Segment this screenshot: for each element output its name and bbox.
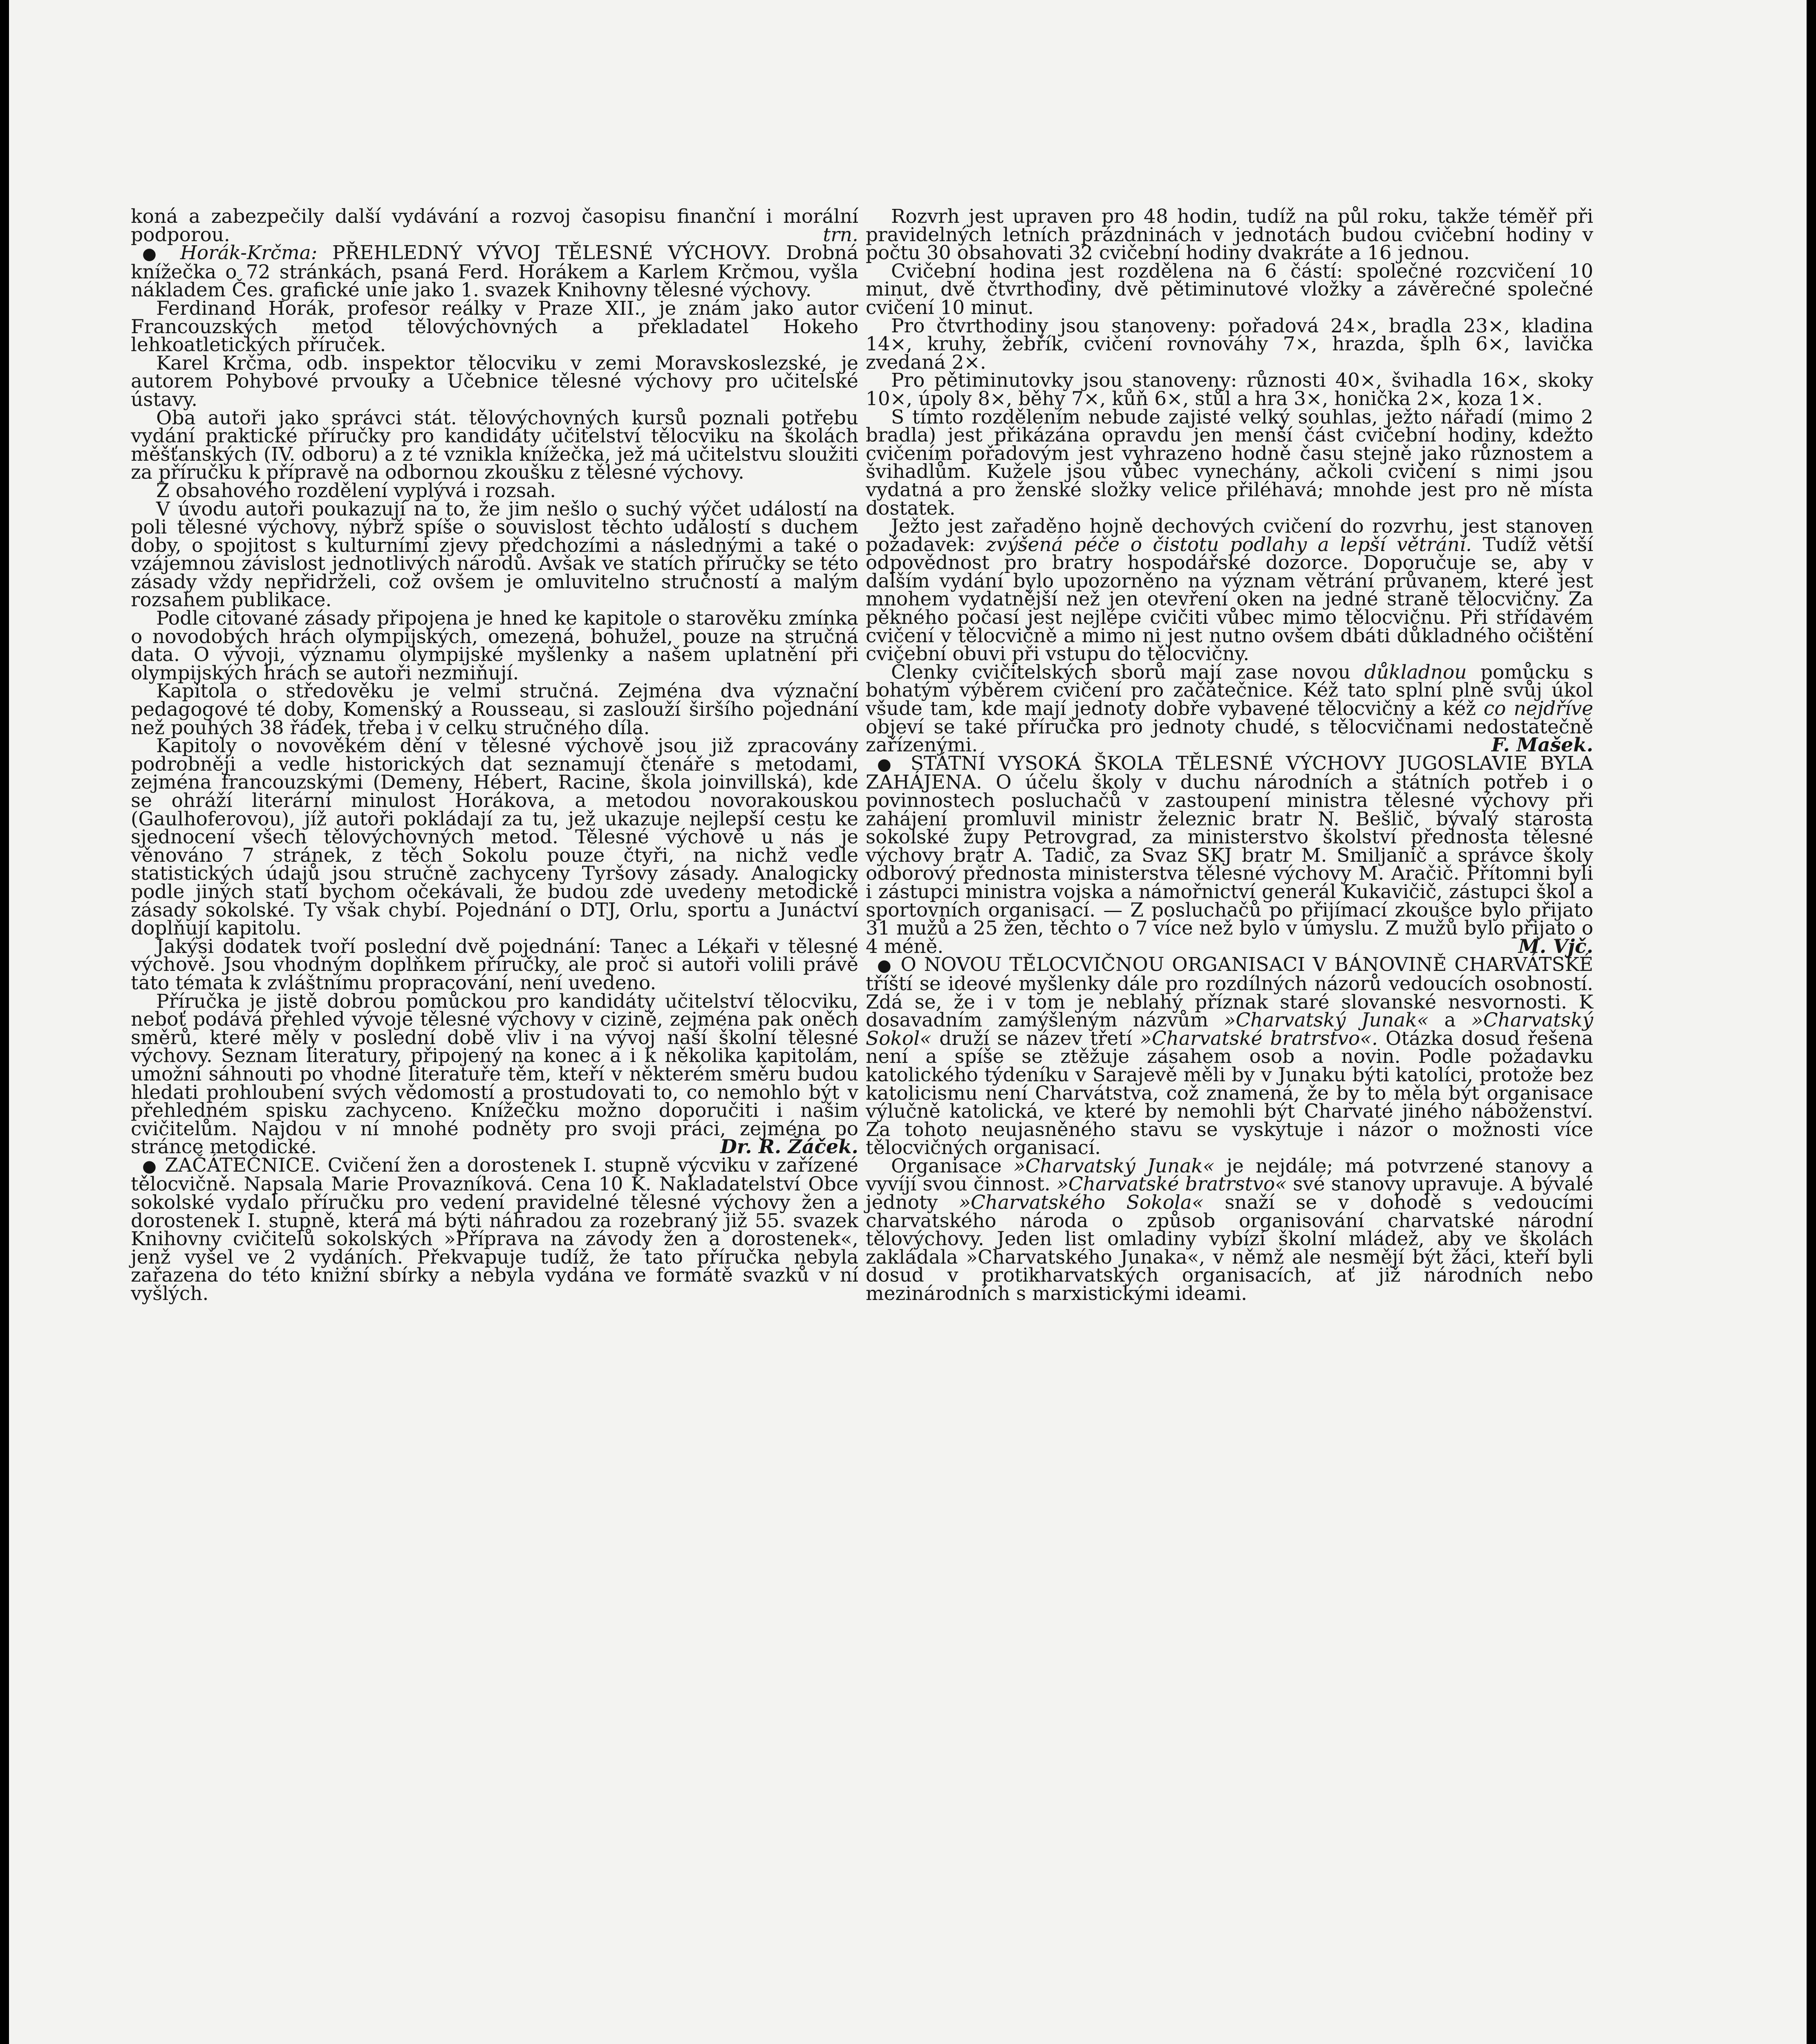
paragraph: V úvodu autoři poukazují na to, že jim nešlo o suchý výčet událostí na poli tělesné výchovy, nýbrž spíše o souvislost těchto událostí s duchem doby, o spojitost s kulturními zjevy předchozími a následnými a také o vzájemnou závislost jednotlivých národů. Avšak ve statích příručky se této zásady vždy nepřidrželi, což ovšem je omluvitelno stručností a malým rozsahem publikace. — [131, 498, 858, 612]
emphasis: »Charvatské bratrstvo« — [1057, 1173, 1287, 1196]
paragraph-text: Členky cvičitelských sborů mají zase novou — [891, 661, 1351, 684]
paragraph-text: je nejdále; má potvrzené stanovy a vyvíjí svou činnost. — [866, 1154, 1593, 1196]
emphasis: důkladnou — [1364, 661, 1467, 684]
paragraph: Kapitoly o novověkém dění v tělesné výchově jsou již zpracovány podrobněji a vedle historických dat seznamují čtenáře s metodami, zejména francouzskými (Demeny, Hébert, Racine, škola joinvillská), kde se ohráží literární minulost Horákova, a metodou novorakouskou (Gaulhoferovou), jíž autoři pokládají za tu, jež ukazuje nejlepší cestu ke sjednocení všech tělovýchovných metod. Tělesné výchově u nás je věnováno 7 stránek, z těch Sokolu pouze čtyři, na nichž vedle statistických údajů jsou stručně zachyceny Tyršovy zásady. Analogicky podle jiných statí bychom očekávali, že budou zde uvedeny metodické zásady sokolské. Ty však chybí. Pojednání o DTJ, Orlu, sportu a Junáctví doplňují kapitolu. — [131, 735, 858, 940]
review-horak-krcma — [131, 244, 858, 300]
paragraph-text: koná a zabezpečily další vydávání a rozvoj časopisu finanční i morální podporou. — [131, 205, 858, 246]
paragraph-text: Drobná knížečka o 72 stránkách, psaná Ferd. Horákem a Karlem Krčmou, vyšla nákladem Čes. grafické unie jako 1. svazek Knihovny tělesné výchovy. — [131, 242, 858, 302]
bullet-icon: ● — [142, 1156, 158, 1176]
emphasis: »Charvatské bratrstvo«. — [1140, 1027, 1378, 1050]
news-jugoslavie — [866, 752, 1593, 958]
signature: Dr. R. Žáček. — [720, 1136, 858, 1159]
paragraph-text: druží se název třetí — [939, 1027, 1133, 1050]
signature: trn. — [823, 223, 858, 246]
paragraph-text: snaží se v dohodě s vedoucími charvatského národa o způsob organisování charvatské národní tělovýchovy. Jeden list omladiny vybízí školní mládež, aby ve školách zakládala »Charvatského Junaka«, v němž ale nesmějí být žáci, kteří byli dosud v protikharvatských organisacích, ať již národních nebo mezinárodních s marxistickými ideami. — [866, 1191, 1593, 1305]
signature: M. Vjč. — [1518, 935, 1593, 958]
review-author: Horák-Krčma: — [180, 242, 318, 264]
emphasis: »Charvatského Sokola« — [959, 1191, 1204, 1214]
paragraph-text: a — [1444, 1009, 1456, 1032]
review-zacatecnice — [131, 1156, 858, 1303]
review-title: PŘEHLEDNÝ VÝVOJ TĚLESNÉ VÝCHOVY. — [332, 242, 771, 264]
paragraph — [866, 515, 1593, 666]
news-title: O NOVOU TĚLOCVIČNOU ORGANISACI V BÁNOVINĚ CHARVÁTSKÉ — [900, 953, 1593, 976]
paragraph: Z obsahového rozdělení vyplývá i rozsah. — [156, 479, 556, 502]
paragraph: Pro pětiminutovky jsou stanoveny: různosti 40×, švihadla 16×, skoky 10×, úpoly 8×, běhy 7×, kůň 6×, stůl a hra 3×, honička 2×, koza 1×. — [866, 369, 1593, 410]
paragraph-text: objeví se také příručka pro jednoty chudé, s tělocvičnami nedostatečně zařízenými. — [866, 715, 1593, 757]
paragraph-text: své stanovy upravuje. A bývalé jednoty — [866, 1173, 1593, 1214]
paragraph: Pro čtvrthodiny jsou stanoveny: pořadová 24×, bradla 23×, kladina 14×, kruhy, žebřík, cvičení rovnováhy 7×, hrazda, šplh 6×, lavička zvedaná 2×. — [866, 314, 1593, 374]
paragraph: Rozvrh jest upraven pro 48 hodin, tudíž na půl roku, takže téměř při pravidelných letních prázdninách v jednotách budou cvičební hodiny v počtu 30 obsahovati 32 cvičební hodiny dvakráte a 16 jednou. — [866, 205, 1593, 264]
paragraph-text: pomůcku s bohatým výběrem cvičení pro začátečnice. Kéž tato splní plně svůj úkol všude tam, kde mají jednoty dobře vybavené tělocvičny a kéž — [866, 661, 1593, 720]
paragraph — [866, 663, 1593, 755]
paragraph — [131, 990, 858, 1159]
paragraph-text: Otázka dosud řešena není a spíše se ztěžuje zásahem osob a novin. Podle požadavku katolického týdeníku v Sarajevě měli by v Junaku býti katolíci, protože bez katolicismu není Charvátstva, což znamená, že by to měla být organisace výlučně katolická, ve které by nemohli být Charvaté jiného náboženství. Za tohoto neujasněného stavu se vyskytuje i názor o možnosti více tělocvičných organisací. — [866, 1027, 1593, 1159]
signature: F. Mašek. — [1491, 734, 1593, 757]
emphasis: zvýšená péče o čistotu podlahy a lepší větrání. — [986, 533, 1472, 556]
paragraph: Jakýsi dodatek tvoří poslední dvě pojednání: Tanec a Lékaři v tělesné výchově. Jsou vhodným doplňkem příručky, ale proč si autoři volili právě tato témata k zvláštnímu propracování, není uvedeno. — [131, 935, 858, 994]
paragraph-text: Příručka je jistě dobrou pomůckou pro kandidáty učitelství tělocviku, neboť podává přehled vývoje tělesné výchovy v cizině, zejména pak oněch směrů, které měly v poslední době vliv i na vývoj naší školní tělesné výchovy. Seznam literatury, připojený na konec a i k několika kapitolám, umožní sáhnouti po vhodné literatuře těm, kteří v některém směru budou hledati prohloubení svých vědomostí a prostudovati to, co nemohlo být v přehledném spisku zachyceno. Knížečku možno doporučiti i našim cvičitelům. Najdou v ní mnohé podněty pro svoji práci, zejména po stránce metodické. — [131, 990, 858, 1159]
paragraph: Oba autoři jako správci stát. tělovýchovných kursů poznali potřebu vydání praktické příručky pro kandidáty učitelství tělocviku na školách měšťanských (IV. odboru) a z té vznikla knížečka, jež má učitelstvu sloužiti za příručku k přípravě na odbornou zkoušku z tělesné výchovy. — [131, 406, 858, 484]
news-banovina — [866, 953, 1593, 1159]
paragraph: Podle citované zásady připojena je hned ke kapitole o starověku zmínka o novodobých hrách olympijských, omezená, bohužel, pouze na stručná data. O vývoji, významu olympijské myšlenky a našem uplatnění při olympijských hrách se autoři nezmiňují. — [131, 607, 858, 684]
news-title: STÁTNÍ VYSOKÁ ŠKOLA TĚLESNÉ VÝCHOVY JUGOSLAVIE BYLA ZAHÁJENA. — [866, 752, 1593, 794]
paragraph — [866, 1154, 1593, 1305]
review-title: ZAČÁTEČNICE. — [165, 1154, 320, 1177]
paragraph-text: tříští se ideové myšlenky dále pro rozdílných názorů vedoucích osobností. Zdá se, že i v tom je neblahý příznak staré slovanské nesvornosti. K dosavadním zamýšleným názvům — [866, 972, 1593, 1032]
paragraph — [131, 205, 858, 246]
scanned-page — [9, 0, 1807, 2044]
bullet-icon: ● — [877, 956, 893, 975]
paragraph: Karel Krčma, odb. inspektor tělocviku v zemi Moravskoslezské, je autorem Pohybové prvouky a Učebnice tělesné výchovy pro učitelské ústavy. — [131, 352, 858, 411]
paragraph-text: Cvičení žen a dorostenek I. stupně výcviku v zařízené tělocvičně. Napsala Marie Provazníková. Cena 10 K. Nakladatelství Obce sokolské vydalo příručku pro vedení pravidelné tělesné výchovy žen a dorostenek I. stupně, která má býti náhradou za rozebraný již 55. svazek Knihovny cvičitelů sokolských »Příprava na závody žen a dorostenek«, jenž vyšel ve 2 vydáních. Překvapuje tudíž, že tato příručka nebyla zařazena do této knižní sbírky a nebyla vydána ve formátě svazků v ní vyšlých. — [131, 1154, 858, 1305]
right-column — [866, 205, 1593, 1305]
paragraph-text: Ježto jest zařaděno hojně dechových cvičení do rozvrhu, jest stanoven požadavek: — [866, 515, 1593, 556]
bullet-icon: ● — [877, 755, 898, 774]
emphasis: »Charvatský Junak« — [1013, 1154, 1215, 1177]
bullet-icon: ● — [142, 244, 166, 264]
paragraph-text: Tudíž větší odpovědnost pro bratry hospodářské dozorce. Doporučuje se, aby v dalším vydání bylo upozorněno na význam větrání průvanem, které jest mnohem vydatnější než jen otevření oken na jedné straně tělocvičny. Za pěkného počasí jest nejlépe cvičiti vůbec mimo tělocvičnu. Při střídavém cvičení v tělocvičně a mimo ni jest nutno ovšem dbáti důkladného očištění cvičební obuvi při vstupu do tělocvičny. — [866, 533, 1593, 666]
paragraph: Cvičební hodina jest rozdělena na 6 částí: společné rozcvičení 10 minut, dvě čtvrthodiny, dvě pětiminutové vložky a závěrečné společné cvičení 10 minut. — [866, 260, 1593, 319]
paragraph-text: Organisace — [891, 1154, 1002, 1177]
paragraph: Ferdinand Horák, profesor reálky v Praze XII., je znám jako autor Francouzských metod tělovýchovných a překladatel Hokeho lehkoatletických příruček. — [131, 297, 858, 356]
paragraph: S tímto rozdělením nebude zajisté velký souhlas, ježto nářadí (mimo 2 bradla) jest přikázána opravdu jen menší část cvičební hodiny, kdežto cvičením pořadovým jest vyhrazeno hodně času stejně jako různostem a švihadlům. Kužele jsou vůbec vynechány, ačkoli cvičení s nimi jsou vydatná a pro ženské složky velice přiléhavá; mnohde jest pro ně místa dostatek. — [866, 406, 1593, 520]
emphasis: co nejdříve — [1483, 697, 1593, 720]
left-column — [131, 205, 858, 1305]
emphasis: »Charvatský Junak« — [1224, 1009, 1429, 1032]
paragraph: Kapitola o středověku je velmi stručná. Zejména dva význační pedagogové té doby, Komenský a Rousseau, si zaslouží širšího pojednání než pouhých 38 řádek, třeba i v celku stručného díla. — [131, 680, 858, 739]
paragraph-text: O účelu školy v duchu národních a státních potřeb i o povinnostech posluchačů v zastoupení ministra tělesné výchovy při zahájení promluvil ministr železnic bratr N. Bešlič, bývalý starosta sokolské župy Petrovgrad, za ministerstvo školství přednosta tělesné výchovy bratr A. Tadič, za Svaz SKJ bratr M. Smiljanič a správce školy odborový přednosta ministerstva tělesné výchovy M. Aračič. Přítomni byli i zástupci ministra vojska a námořnictví generál Kukavičič, zástupci škol a sportovních organisací. — Z posluchačů po přijímací zkoušce bylo přijato 31 mužů a 25 žen, těchto o 7 více než bylo v úmyslu. Z mužů bylo přijato o 4 méně. — [866, 771, 1593, 958]
emphasis: »Charvatský Sokol« — [866, 1009, 1593, 1050]
